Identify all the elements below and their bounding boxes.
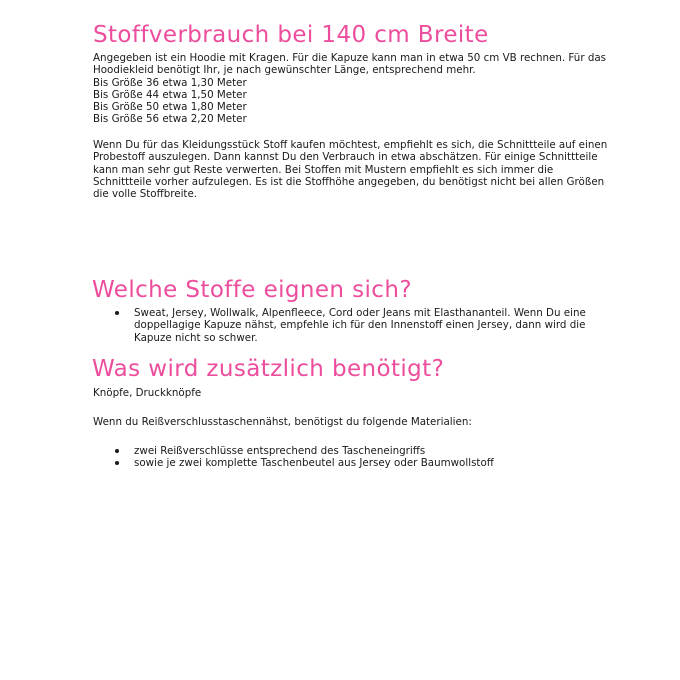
paragraph-line: die volle Stoffbreite. (93, 188, 198, 201)
intro-line: Angegeben ist ein Hoodie mit Kragen. Für die Kapuze kann man in etwa 50 cm VB rechnen. Für das (93, 52, 607, 64)
size-line: Bis Größe 44 etwa 1,50 Meter (93, 88, 247, 101)
paragraph-line: Wenn Du für das Kleidungsstück Stoff kaufen möchtest, empfiehlt es sich, die Schnittteile auf einen (93, 139, 608, 151)
buttons-line: Knöpfe, Druckknöpfe (93, 387, 202, 399)
intro-line: Hoodiekleid benötigt Ihr, je nach gewünschter Länge, entsprechend mehr. (93, 64, 476, 77)
list-item: Sweat, Jersey, Wollwalk, Alpenfleece, Cord oder Jeans mit Elasthananteil. Wenn Du eine doppellagige Kapuze nähst, empfehle ich für den Innenstoff einen Jersey, dann wird die Kapuze nicht so schwer. (115, 307, 586, 344)
size-line: Bis Größe 36 etwa 1,30 Meter (93, 76, 247, 89)
zipper-materials-list (115, 445, 494, 470)
zipper-pocket-note: Wenn du Reißverschlusstaschennähst, benötigst du folgende Materialien: (93, 416, 472, 428)
size-line: Bis Größe 56 etwa 2,20 Meter (93, 113, 247, 126)
paragraph-line: kann man sehr gut Reste verwerten. Bei Stoffen mit Mustern empfiehlt es sich immer die (93, 163, 554, 176)
heading-suitable-fabrics: Welche Stoffe eignen sich? (92, 277, 412, 303)
heading-fabric-consumption: Stoffverbrauch bei 140 cm Breite (93, 22, 489, 48)
list-item: sowie je zwei komplette Taschenbeutel aus Jersey oder Baumwollstoff (115, 457, 494, 469)
size-line: Bis Größe 50 etwa 1,80 Meter (93, 101, 247, 114)
suitable-fabrics-list (115, 307, 586, 344)
heading-additional-materials: Was wird zusätzlich benötigt? (92, 356, 445, 382)
paragraph-line: Probestoff auszulegen. Dann kannst Du den Verbrauch in etwa abschätzen. Für einige Schnittteile (93, 151, 598, 164)
paragraph-line: Schnittteile vorher aufzulegen. Es ist die Stoffhöhe angegeben, du benötigst nicht bei allen Größen (93, 175, 605, 188)
fabric-consumption-intro (93, 52, 606, 126)
fabric-buying-paragraph (93, 139, 607, 200)
list-item: zwei Reißverschlüsse entsprechend des Tascheneingriffs (115, 445, 494, 457)
